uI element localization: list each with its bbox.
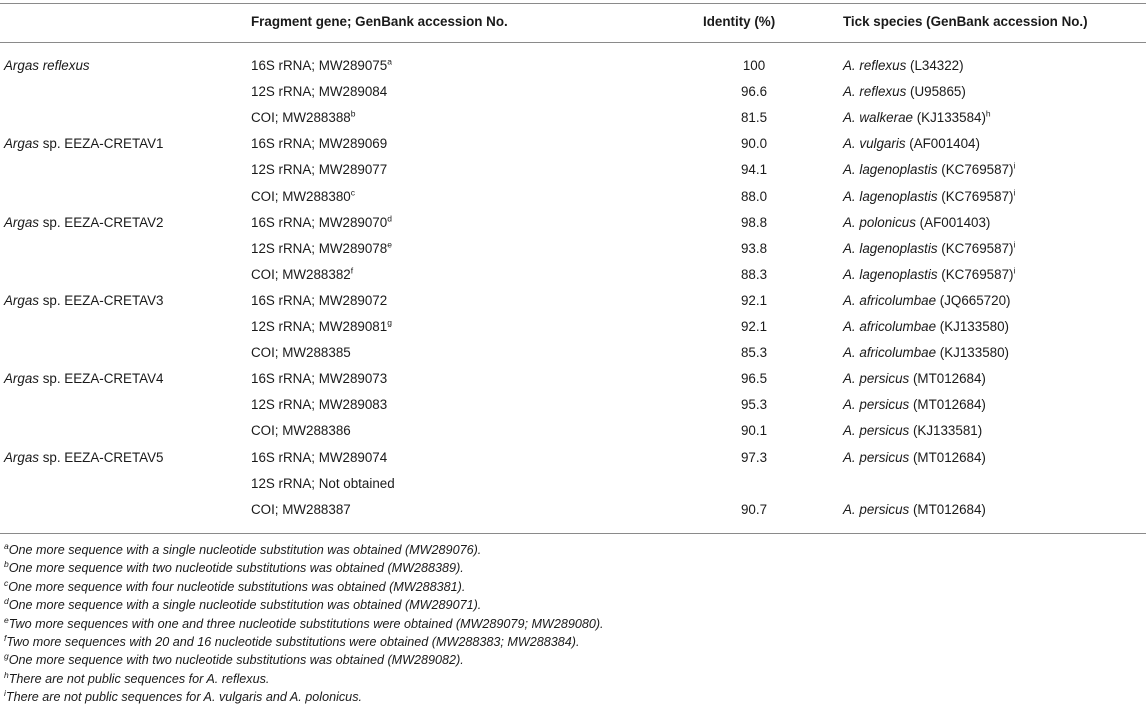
fragment-text: COI; MW288388 [251, 110, 351, 126]
tick-species-italic: A. africolumbae [843, 345, 937, 361]
fragment-cell [251, 240, 392, 258]
footnote [4, 670, 604, 688]
tick-species-italic: A. polonicus [843, 214, 916, 230]
identity-cell: 95.3 [740, 397, 768, 413]
tick-species-italic: A. lagenoplastis [843, 266, 938, 282]
species-cell [4, 292, 164, 310]
footnote-text: Two more sequences with one and three nucleotide substitutions were obtained (MW289079; MW289080). [8, 616, 604, 631]
table-row [0, 240, 1146, 266]
fragment-footnote-mark: g [387, 317, 392, 328]
species-rest: sp. EEZA-CRETAV1 [38, 136, 164, 152]
identity-cell: 90.7 [740, 501, 768, 517]
tick-species-cell [843, 422, 982, 440]
footnote-mark: g [4, 651, 9, 662]
fragment-text: COI; MW288382 [251, 266, 351, 282]
fragment-text: 16S rRNA; MW289074 [251, 449, 388, 465]
fragment-text: 16S rRNA; MW289069 [251, 136, 388, 152]
tick-footnote-mark: i [1013, 187, 1016, 198]
footnote-text: There are not public sequences for A. vulgaris and A. polonicus. [5, 690, 362, 705]
species-italic: Argas [4, 136, 39, 152]
table-row [0, 161, 1146, 187]
fragment-cell [251, 188, 355, 206]
table-row [0, 214, 1146, 240]
tick-accession: (AF001404) [905, 136, 980, 152]
fragment-footnote-mark: d [387, 213, 392, 224]
table-row [0, 292, 1146, 318]
tick-accession: (KC769587) [937, 266, 1014, 282]
tick-species-italic: A. persicus [843, 449, 910, 465]
fragment-text: 16S rRNA; MW289072 [251, 292, 388, 308]
footnotes [4, 541, 604, 707]
species-cell [4, 57, 90, 75]
tick-accession: (KJ133581) [909, 423, 983, 439]
fragment-text: 16S rRNA; MW289075 [251, 58, 388, 73]
fragment-footnote-mark: c [350, 187, 355, 198]
fragment-cell [251, 161, 387, 179]
table-row [0, 109, 1146, 135]
tick-species-italic: A. reflexus [843, 84, 907, 100]
species-cell [4, 135, 164, 153]
species-rest: sp. EEZA-CRETAV4 [38, 371, 164, 387]
footnote-text: One more sequence with a single nucleotide substitution was obtained (MW289071). [8, 598, 482, 613]
tick-accession: (KC769587) [937, 240, 1014, 256]
fragment-text: 12S rRNA; MW289081 [251, 319, 388, 334]
fragment-text: 16S rRNA; MW289070 [251, 214, 388, 230]
tick-species-cell [843, 501, 986, 519]
fragment-cell [251, 57, 392, 75]
fragment-text: 12S rRNA; MW289077 [251, 162, 388, 178]
tick-accession: (KJ133580) [936, 345, 1009, 361]
table-row [0, 266, 1146, 292]
tick-species-italic: A. persicus [843, 371, 910, 387]
species-cell [4, 370, 164, 388]
tick-species-italic: A. persicus [843, 423, 910, 439]
identity-cell: 100 [742, 58, 766, 73]
tick-accession: (L34322) [906, 58, 964, 73]
fragment-cell [251, 396, 387, 414]
identity-cell: 94.1 [740, 162, 768, 178]
footnote-text: One more sequence with four nucleotide substitutions was obtained (MW288381). [8, 579, 466, 594]
species-italic: Argas [4, 449, 39, 465]
header-tick-species: Tick species (GenBank accession No.) [843, 14, 1088, 29]
table-row [0, 422, 1146, 448]
fragment-cell [251, 292, 387, 310]
tick-species-italic: A. lagenoplastis [843, 162, 938, 178]
tick-species-cell [843, 318, 1009, 336]
tick-species-italic: A. vulgaris [843, 136, 906, 152]
species-rest: sp. EEZA-CRETAV2 [38, 214, 164, 230]
identity-cell: 88.0 [740, 188, 768, 204]
tick-accession: (MT012684) [909, 449, 986, 465]
fragment-text: COI; MW288380 [251, 188, 351, 204]
fragment-cell [251, 109, 355, 127]
tick-accession: (JQ665720) [936, 292, 1011, 308]
identity-cell: 81.5 [740, 110, 768, 126]
table-row [0, 318, 1146, 344]
footnote [4, 541, 604, 559]
tick-footnote-mark: i [1013, 160, 1016, 171]
tick-species-italic: A. lagenoplastis [843, 188, 938, 204]
identity-cell: 88.3 [740, 266, 768, 282]
footnote-mark: h [4, 669, 9, 680]
table-row [0, 501, 1146, 527]
footnote [4, 651, 604, 669]
fragment-footnote-mark: b [350, 108, 356, 119]
identity-cell: 96.5 [740, 371, 768, 387]
footnote-mark: b [4, 559, 9, 570]
fragment-cell [251, 501, 351, 519]
fragment-cell [251, 83, 387, 101]
identity-cell: 96.6 [740, 84, 768, 100]
footnote [4, 633, 604, 651]
fragment-cell [251, 344, 351, 362]
tick-accession: (KJ133580) [936, 319, 1009, 334]
identity-cell: 92.1 [740, 319, 768, 334]
tick-accession: (KC769587) [937, 162, 1014, 178]
header-rule [0, 42, 1146, 43]
footnote [4, 559, 604, 577]
footnote-mark: a [4, 540, 9, 551]
tick-species-cell [843, 240, 1015, 258]
header-identity: Identity (%) [703, 14, 776, 29]
tick-species-italic: A. persicus [843, 397, 910, 413]
table-row [0, 344, 1146, 370]
footnote-mark: f [4, 632, 7, 643]
tick-accession: (MT012684) [909, 501, 986, 517]
species-rest: sp. EEZA-CRETAV5 [38, 449, 164, 465]
table-row [0, 135, 1146, 161]
table-row [0, 188, 1146, 214]
fragment-text: 12S rRNA; MW289078 [251, 240, 388, 256]
identity-cell: 93.8 [740, 240, 768, 256]
table-row [0, 57, 1146, 83]
table-row [0, 449, 1146, 475]
tick-species-italic: A. africolumbae [843, 319, 937, 334]
tick-footnote-mark: i [1013, 239, 1016, 250]
tick-species-cell [843, 57, 964, 75]
tick-species-italic: A. persicus [843, 501, 910, 517]
footnote-mark: i [4, 687, 6, 698]
footnote-text: One more sequence with a single nucleotide substitution was obtained (MW289076). [8, 543, 482, 557]
fragment-cell [251, 266, 353, 284]
tick-species-cell [843, 109, 991, 127]
tick-accession: (U95865) [906, 84, 966, 100]
tick-accession: (MT012684) [909, 397, 986, 413]
fragment-text: 12S rRNA; Not obtained [251, 475, 395, 491]
table-row [0, 370, 1146, 396]
species-cell [4, 214, 164, 232]
footnote-mark: d [4, 595, 9, 606]
tick-species-cell [843, 83, 966, 101]
footnote-mark: e [4, 614, 9, 625]
tick-species-cell [843, 266, 1015, 284]
fragment-text: COI; MW288386 [251, 423, 351, 439]
tick-species-cell [843, 188, 1015, 206]
fragment-text: COI; MW288385 [251, 345, 351, 361]
footnote [4, 596, 604, 614]
tick-species-cell [843, 449, 986, 467]
fragment-text: 12S rRNA; MW289083 [251, 397, 388, 413]
table-row [0, 83, 1146, 109]
fragment-text: COI; MW288387 [251, 501, 351, 517]
identity-cell: 90.0 [740, 136, 768, 152]
footnote [4, 615, 604, 633]
fragment-cell [251, 214, 392, 232]
header-fragment: Fragment gene; GenBank accession No. [251, 14, 508, 29]
tick-species-cell [843, 396, 986, 414]
tick-species-cell [843, 214, 990, 232]
footnote-mark: c [4, 577, 9, 588]
identity-cell: 90.1 [740, 423, 768, 439]
species-italic: Argas [4, 371, 39, 387]
fragment-footnote-mark: f [350, 265, 354, 276]
footnote-text: Two more sequences with 20 and 16 nucleotide substitutions were obtained (MW288383; MW288384). [6, 634, 580, 649]
tick-species-cell [843, 370, 986, 388]
fragment-footnote-mark: e [387, 239, 392, 250]
tick-footnote-mark: h [985, 108, 991, 119]
tick-species-italic: A. lagenoplastis [843, 240, 938, 256]
species-rest: sp. EEZA-CRETAV3 [38, 292, 164, 308]
footnote-text: There are not public sequences for A. reflexus. [8, 671, 270, 686]
table-row [0, 396, 1146, 422]
fragment-cell [251, 449, 387, 467]
fragment-cell [251, 475, 395, 493]
tick-species-cell [843, 135, 980, 153]
fragment-text: 16S rRNA; MW289073 [251, 371, 388, 387]
species-cell [4, 449, 164, 467]
bottom-rule [0, 533, 1146, 534]
tick-accession: (KC769587) [937, 188, 1014, 204]
fragment-cell [251, 370, 387, 388]
fragment-text: 12S rRNA; MW289084 [251, 84, 388, 100]
fragment-cell [251, 135, 387, 153]
tick-species-cell [843, 292, 1010, 310]
species-italic: Argas reflexus [4, 58, 90, 73]
tick-species-italic: A. africolumbae [843, 292, 937, 308]
footnote [4, 578, 604, 596]
fragment-footnote-mark: a [387, 56, 392, 67]
top-rule [0, 3, 1146, 4]
tick-accession: (MT012684) [909, 371, 986, 387]
tick-accession: (KJ133584) [912, 110, 986, 126]
species-italic: Argas [4, 214, 39, 230]
footnote-text: One more sequence with two nucleotide substitutions was obtained (MW289082). [8, 653, 464, 668]
fragment-cell [251, 422, 351, 440]
tick-accession: (AF001403) [915, 214, 991, 230]
tick-species-italic: A. walkerae [843, 110, 913, 126]
identity-cell: 97.3 [740, 449, 768, 465]
fragment-cell [251, 318, 392, 336]
tick-species-cell [843, 344, 1009, 362]
identity-cell: 98.8 [740, 214, 768, 230]
tick-species-cell [843, 161, 1015, 179]
footnote-text: One more sequence with two nucleotide substitutions was obtained (MW288389). [8, 561, 464, 576]
tick-species-italic: A. reflexus [843, 58, 907, 73]
species-italic: Argas [4, 292, 39, 308]
table-row [0, 475, 1146, 501]
identity-cell: 85.3 [740, 345, 768, 361]
tick-footnote-mark: i [1013, 265, 1016, 276]
footnote [4, 688, 604, 706]
identity-cell: 92.1 [740, 292, 768, 308]
